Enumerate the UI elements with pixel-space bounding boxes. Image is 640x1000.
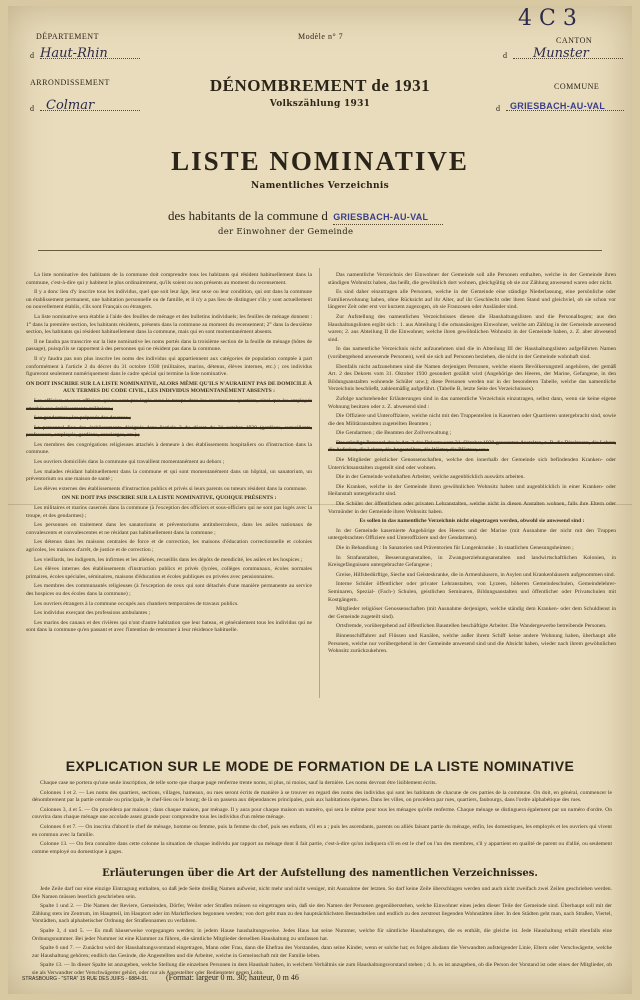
fr-para: Il y a donc lieu d'y inscrire tous les individus, quel que soit leur âge, leur sexe ou leur condition, qui ont dans la commune un établissement permanent, une habitation personnelle ou de famille, et il n'y a pas lieu de distinguer s'ils y sont actuellement ou nouvellement établis, s'ils sont Français ou étrangers. (26, 289, 312, 311)
de-para: Die Gendarmen ; die Beamten der Zollverwaltung ; (336, 430, 452, 437)
de-para: In das namentliche Verzeichnis nicht aufzunehmen sind die in Abteilung III der Haushaltungslisten aufgeführten Namen (vorübergehend anwesende Personen), weil sie sich auf Personen beziehen, die nicht in der Gemeinde wohnhaft sind. (328, 346, 616, 360)
de-para: Die Kranken, welche in der Gemeinde ihren gewöhnlichen Wohnsitz haben und augenblicklich in einer Kranken- oder Heilanstalt untergebracht sind. (328, 483, 616, 498)
fr-para: Les membres des congrégations religieuses attachés à demeure à des établissements hospitaliers ou d'instruction dans la commune. (26, 441, 312, 456)
de-para: Zufolge nachstehender Erläuterungen sind in das namentliche Verzeichnis einzutragen, selbst dann, wenn sie keine eigene Wohnung besitzen oder z. Z. abwesend sind : (328, 395, 616, 410)
commune-stamp: GRIESBACH-AU-VAL (510, 101, 606, 111)
de-para: Die in Behandlung : In Sanatorien und Präventorien für Lungenkranke ; In staatlichen Genesungsheimen ; (336, 545, 574, 551)
fr-para: La liste nominative des habitants de la commune doit comprendre tous les habitants qui résident habituellement dans la commune, c'est-à-dire qui y habitent le plus ordinairement, qu'ils soient ou non présents au moment du recensement. (26, 272, 312, 286)
canton-value: Munster (533, 46, 589, 61)
de-heading: Es sollen in das namentliche Verzeichnis nicht eingetragen werden, obwohl sie anwesend sind : (359, 518, 585, 525)
de-para: Greise, Hilfsbedürftige, Sieche und Geisteskranke, die in Armenhäusern, in Asylen und Krankenhäusern aufgenommen sind. (336, 571, 615, 578)
de-para: Ortsfremde, vorübergehend auf öffentlichen Baustellen beschäftigte Arbeiter. Die Wandergewerbe betreibende Personen. (336, 623, 607, 630)
habitants-text: des habitants de la commune d (168, 208, 328, 223)
fr-para: Les vieillards, les indigents, les infirmes et les aliénés, recueillis dans les dépôts de mendicité, les asiles et les hospices ; (34, 556, 303, 563)
fr-para: Les membres des communautés religieuses (à l'exception de ceux qui sont détachés d'une manière permanente au service des hospices ou des écoles dans la commune) ; (26, 583, 312, 597)
printer-imprint: STRASBOURG - "STRA" 15 RUE DES JUIFS - 6884-31. (22, 976, 149, 982)
prefix-d: d (503, 51, 508, 60)
format-note: (Format: largeur 0 m. 30; hauteur, 0 m 46 (166, 973, 299, 982)
de-para: Mitglieder religiöser Genossenschaften (mit Ausnahme derjenigen, welche ständig dem Kranken- oder dem Schuldienst in der Gemeinde zugeteilt sind). (328, 606, 616, 620)
canton-field (513, 42, 623, 59)
instructions-french (26, 272, 312, 702)
prefix-d: d (496, 104, 501, 113)
prefix-d: d (30, 104, 35, 113)
de-para: Zur Aufstellung des namentlichen Verzeichnisses dienen die Haushaltungslisten und die Personalbogen; aus den Haushaltungslisten ergibt sich : 1. aus Abteilung I die ortsansässigen Einwohner, welche am Zähltag in der Gemeinde anwesend waren; 2. aus Abteilung II die Einwohner, welche ihren gewöhnlichen Wohnsitz in der Gemeinde haben, z. Z. aber abwesend sind. (328, 313, 616, 343)
de-para: Binnenschiffahrer auf Flüssen und Kanälen, welche außer ihrem Schiff keine andere Wohnung haben, überhaupt alle Personen, welche nur vorübergehend in der Gemeinde anwesend sind und die Absicht haben, wieder nach ihrem gewöhnlichen Wohnsitz zurückzukehren. (328, 632, 616, 655)
de-para: Ebenfalls nicht aufzunehmen sind die Namen derjenigen Personen, welche einem Bevölkerungsteil angehören, der gemäß Art. 2 des Dekrets vom 31. Oktober 1930 gesondert gezählt wird (Angehörige des Heeres, der Marine, Gefangene, in den Bildungsanstalten wohnende Schüler usw.); diese Personen werden nur in der besonderen Tabelle, welche das namentliche Verzeichnis beschließt, zahlenmäßig aufgeführt. (Tabelle B, letzte Seite des Verzeichnisses). (328, 363, 616, 393)
fr-para: Les ouvriers étrangers à la commune occupés aux chantiers temporaires de travaux publics. (34, 600, 239, 607)
fr-para-struck: Les officiers et sous-officiers qui ne sont pas logés avec la troupe dans les casernes ou quartiers, ainsi que les employés attachés aux établissements militaires ; (26, 397, 312, 412)
liste-nominative-title: LISTE NOMINATIVE (171, 146, 469, 176)
de-para: Interne Schüler öffentlicher oder privater Lehranstalten, von Lyzeen, höheren Gemeindeschulen, Gemeindelehrer-Seminaren, Spezial- (Fach-) Schulen, geistlichen Seminaren, Bildungsanstalten und öffentlicher oder Privatschulen mit Kostgängern. (328, 581, 616, 603)
explication-para: Colonnes 6 et 7. — On inscrira d'abord le chef de ménage, homme ou femme, puis la femme du chef, puis ses enfants, s'il en a ; puis les ascendants, parents ou alliés faisant partie du ménage, enfin, les domestiques, les employés et les ouvriers qui vivent en commun avec la famille. (32, 823, 612, 838)
explication-para: Chaque case ne portera qu'une seule inscription, de telle sorte que chaque page renferme trente noms, ni plus, ni moins, sauf la dernière. Les noms devront être lisiblement écrits. (40, 780, 437, 786)
volkszahlung-title: Volkszählung 1931 (269, 99, 371, 109)
explication-title: EXPLICATION SUR LE MODE DE FORMATION DE LA LISTE NOMINATIVE (65, 758, 575, 774)
instructions-german (328, 272, 616, 702)
fr-para-struck: Le personnel fixe des établissements désignés dans l'article 2 du décret du 31 octobre 1930 (gardiens, surveillants, professeurs, employés, gardiens, concierges, etc.) ; (26, 424, 312, 439)
erlaeuterungen-para: Jede Zeile darf nur eine einzige Eintragung enthalten, so daß jede Seite dreißig Namen aufweist, nicht mehr und nicht weniger, mit Ausnahme der letzten. So darf keine Zeile überschlagen werden und auch nicht zweifach zwei Zeilen geschrieben werden. Die Namen müssen leserlich geschrieben sein. (32, 886, 612, 900)
corner-note: 4 C 3 (518, 6, 577, 31)
fr-para: Les militaires et marins casernés dans la commune (à l'exception des officiers et sous-officiers qui ne sont pas logés avec la troupe, et des gendarmes) ; (26, 505, 312, 519)
fr-para: Les marins des canaux et des rivières qui n'ont d'autre habitation que leur bateau, et généralement tous les individus qui ne sont dans la commune qu'en passant et avec l'intention de retourner à leur résidence habituelle. (26, 619, 312, 634)
canton-label: CANTON (556, 36, 593, 45)
column-divider (319, 268, 320, 698)
erlaeuterungen-title: Erläuterungen über die Art der Aufstellung des namentlichen Verzeichnisses. (102, 868, 538, 879)
erlaeuterungen-para: Spalte 1 und 2. — Die Namen der Reviere, Gemeinden, Dörfer, Weiler oder Straßen müssen so eingetragen sein, daß sie den Namen der Personen gegenüberstehen, welche Einwohner eines jeden dieser Teile der Gemeinde sind. Überhaupt soll mit der Zählung stets im Zentrum, im Hauptteil, im Hauptort oder im Marktflecken begonnen werden; von dort geht man zu den hauptsächlichsten Bestandteilen und endlich zu den zerstreut liegenden Wohnstätten über. In den Städten geht man, nach Straßen, Viertel, Vorstädten, nach alphabetischer Ordnung der Straßennamen zu verfahren. (32, 903, 612, 925)
erlaeuterungen-para: Spalte 3, 4 und 5. — Es muß häuserweise vorgegangen werden; in jedem Hause haushaltungsweise. Jedes Haus hat seine Nummer, welche für sämtliche Haushaltungen, die es enthält, die gleiche ist. Jede Haushaltung erhält ebenfalls eine Ordnungsnummer. Bei jeder Nummer ist eine Klammer zu führen, die sämtliche Mitglieder derselben Haushaltung zu umfassen hat. (32, 927, 612, 942)
de-para: In der Gemeinde kasernierte Angehörige des Heeres und der Marine (mit Ausnahme der nicht mit den Truppen untergebrachten Offiziere und Unteroffiziere und der Gendarmen). (328, 527, 616, 542)
explication-para: Colonnes 3, 4 et 5. — On procédera par maison ; dans chaque maison, par ménage. Il y aura pour chaque maison un numéro, qui sera le même pour tous les ménages qu'elle renferme. Chaque ménage se distinguera également par un numéro d'ordre. On couvrira dans chaque ménage une accolade assez grande pour comprendre tous les individus d'un même ménage. (32, 806, 612, 821)
explication-para: Colonnes 1 et 2. — Les noms des quartiers, sections, villages, hameaux, ou rues seront écrits de manière à se trouver en regard des noms des individus qui sont les habitants de chacune de ces parties de la commune. On doit, en général, commencer le dénombrement par la partie centrale ou principale, le chef-lieu ou le bourg; de là on passera aux dépendances principales, puis aux habitations éparses. Dans les villes, on procédera par rues, quartiers, faubourgs, dans l'ordre alphabétique des rues. (32, 789, 612, 804)
de-para: Die Offiziere und Unteroffiziere, welche nicht mit den Truppenteilen in Kasernen oder Quartieren untergebracht sind, sowie die den Militäranstalten zugeteilten Beamten ; (328, 413, 616, 427)
namentliches-title: Namentliches Verzeichnis (251, 181, 389, 191)
de-para: Die Mitglieder geistlicher Genossenschaften, welche den innerhalb der Gemeinde sich befindenden Kranken- oder Unterrichtsanstalten zugeteilt sind oder wohnen. (328, 457, 616, 471)
arrondissement-label: ARRONDISSEMENT (30, 78, 110, 87)
departement-field (40, 42, 140, 59)
fr-para-struck: Les gendarmes ; les préposés des douanes ; (34, 415, 131, 422)
fr-para: Il ne faudra pas transcrire sur la liste nominative les noms portés dans la troisième section de la feuille de ménage (hôtes de passage), puisqu'ils se rapportent à des personnes qui ne résident pas dans la commune. (26, 338, 312, 353)
commune-label: COMMUNE (554, 82, 600, 91)
de-para: Es sind daher einzutragen alle Personen, welche in der Gemeinde eine ständige Niederlassung, eine persönliche oder Familienwohnung haben, ohne Rücksicht auf ihr Alter, auf ihr Geschlecht oder ihren Stand und gleichviel, ob sie schon vor längerer Zeit oder erst vor kurzem zugezogen, ob sie Franzosen oder Ausländer sind. (328, 289, 616, 311)
census-form-page (8, 6, 632, 994)
erlaeuterungen-text (32, 886, 612, 980)
de-para: Das namentliche Verzeichnis der Einwohner der Gemeinde soll alle Personen enthalten, welche in der Gemeinde ihren ständigen Wohnsitz haben, das heißt, die gewöhnlich dort wohnen, gleichgültig ob sie zur Zählung anwesend waren oder nicht. (328, 272, 616, 286)
erlaeuterungen-para: Spalte 13. — In dieser Spalte ist anzugeben, welche Stellung die einzelnen Personen in dem Haushalt haben, in welchem Verhältnis sie zum Haushaltungsvorstand stehen ; d. h. es ist anzugeben, ob die Person der Vorstand ist oder eines der Mitglieder, ob sie als Verwandter oder Verschwägerter gehört, oder nur als Angestellter oder Bediensteter gegen Lohn. (32, 962, 612, 976)
modele-label: Modèle n° 7 (298, 32, 344, 41)
fr-heading: ON DOIT INSCRIRE SUR LA LISTE NOMINATIVE, ALORS MÊME QU'ILS N'AURAIENT PAS DE DOMICILE À AUX TERMES DU CODE CIVIL, LES INDIVIDUS MOMENTANÉMENT ABSENTS : (26, 380, 312, 395)
prefix-d: d (30, 51, 35, 60)
de-para-struck: Das ständige Personal der in Art. 2 des Dekrets vom 31. Oktober 1930 genannten Anstalten, z. B. die Direktoren, die Lehrer, die Aufseher, die Lehrer, die Angestellten, die Wärter, die Pförtner, usw. (328, 439, 616, 454)
fr-para: Les détenus dans les maisons centrales de force et de correction, les maisons d'éducation correctionnelle et colonies agricoles, les maisons d'arrêt, de justice et de correction ; (26, 539, 312, 553)
fr-para: Les personnes en traitement dans les sanatoriums et préventoriums antituberculeux, dans les asiles nationaux de convalescents et convalescentes et ne résidant pas habituellement dans la commune ; (26, 522, 312, 536)
de-para: In Strafanstalten, Besserungsanstalten, in Zwangserziehungsanstalten und landwirtschaftlichen Kolonien, in Kreisgefängnissen untergebrachte Gefangene ; (328, 554, 616, 569)
fr-para: Les malades résidant habituellement dans la commune et qui sont momentanément dans un hôpital, un sanatorium, un préventorium ou une maison de santé ; (26, 468, 312, 483)
de-para: Die in der Gemeinde wohnhaften Arbeiter, welche augenblicklich auswärts arbeiten. (336, 474, 525, 481)
erlaeuterungen-para: Spalte 6 und 7. — Zunächst wird der Haushaltungsvorstand eingetragen, Mann oder Frau, dann die Ehefrau des Vorstandes, dann seine Kinder, wenn er solche hat; es folgen alsdann die Verwandten aufsteigender Linie, Eltern oder Verschwägerte, welche zur Haushaltung gehören; endlich das Gesinde, die Angestellten und die Arbeiter, welche in Gemeinschaft mit der Familie leben. (32, 945, 612, 959)
fr-para: Les ouvriers domiciliés dans la commune qui travaillent momentanément au dehors ; (34, 459, 225, 466)
departement-label: DÉPARTEMENT (36, 32, 99, 41)
denombrement-title: DÉNOMBREMENT de 1931 (209, 76, 431, 95)
einwohner-line: der Einwohner der Gemeinde (218, 227, 354, 237)
explication-para: Colonne 13. — On fera connaître dans cette colonne la situation de chaque individu par rapport au ménage dont il fait partie, c'est-à-dire qu'on indiquera s'il en est le chef ou l'un des membres, s'il y appartient en qualité de parent ou d'allié, ou seulement comme employé ou domestique à gages. (32, 841, 612, 855)
explication-text (32, 780, 612, 858)
fr-heading: ON NE DOIT PAS INSCRIRE SUR LA LISTE NOMINATIVE, QUOIQUE PRÉSENTS : (61, 495, 277, 502)
arrondissement-value: Colmar (46, 98, 95, 113)
title-rule (38, 250, 602, 251)
de-para: Die Schüler der öffentlichen oder privaten Lehranstalten, welche nicht in diesen Anstalten wohnen, falls ihre Eltern oder Vormünder in der Gemeinde ihren Wohnsitz haben. (328, 501, 616, 515)
habitants-stamp: GRIESBACH-AU-VAL (333, 212, 429, 222)
fr-para: Les individus exerçant des professions ambulantes ; (34, 610, 151, 617)
fr-para: La liste nominative sera établie à l'aide des feuilles de ménage et des bulletins individuels; les feuilles de ménage donnent : 1° dans la première section, les habitants résidents, présents dans la commune au moment du recensement; 2° dans la deuxième section, les habitants qui résident habituellement dans la commune, mais qui en sont momentanément absents. (26, 313, 312, 336)
fr-para: Les élèves externes des établissements d'instruction publics et privés si leurs parents ou tuteurs résident dans la commune. (34, 485, 308, 492)
habitants-line (168, 208, 443, 225)
fr-para: Les élèves internes des établissements d'instruction publics et privés (lycées, collèges communaux, écoles normales primaires, écoles spéciales, séminaires, maisons d'éducation et écoles publiques ou privées avec pensionnaires. (26, 566, 312, 580)
departement-value: Haut-Rhin (40, 46, 108, 61)
fr-para: Il n'y faudra pas non plus inscrire les noms des individus qui appartiennent aux catégories de population comptée à part conformément à l'article 2 du décret du 31 octobre 1930 (militaires, marins, détenus, élèves internes, etc.) ; ces individus figureront seulement numériquement dans le cadre spécial qui termine la liste nominative. (26, 355, 312, 378)
